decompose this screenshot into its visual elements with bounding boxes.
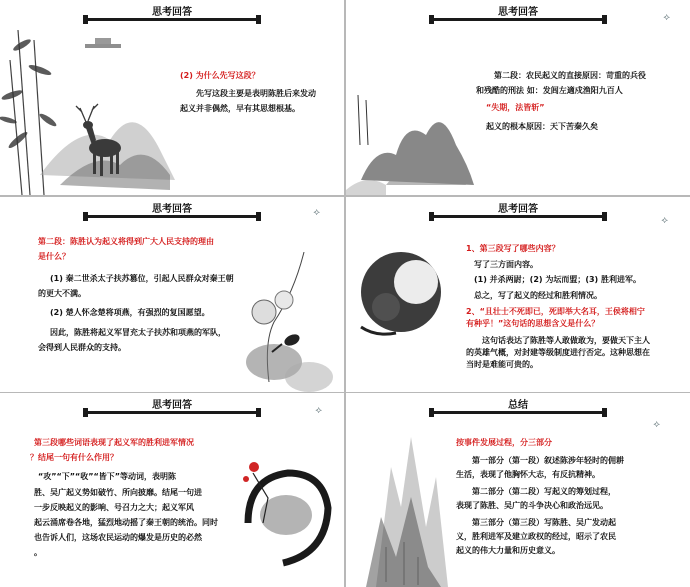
summary-line: 表现了陈胜、吴广的斗争决心和政治远见。	[456, 501, 608, 510]
question-heading: 2、“且壮士不死即已，死即举大名耳，王侯将相宁	[466, 307, 645, 316]
answer-line: 也告诉人们，这场农民运动的爆发是历史的必然	[34, 533, 202, 542]
slide-title-bar	[434, 204, 602, 222]
answer-line: (2) 楚人怀念楚将项燕，有强烈的复国愿望。	[50, 308, 210, 317]
slide-title: 思考回答	[152, 7, 192, 18]
crane-icon: ⟡	[661, 215, 668, 226]
answer-line: 这句话表达了陈胜等人敢做敢为，要做天下主人	[482, 336, 650, 345]
answer-line: “攻”“下”“收”“皆下”等动词，表明陈	[38, 472, 177, 481]
slide-3[interactable]	[0, 197, 344, 392]
summary-line: 义，胜利进军及建立政权的经过，昭示了农民	[456, 532, 616, 541]
answer-line: 起义的根本原因：天下苦秦久矣	[486, 122, 598, 131]
summary-heading: 按事件发展过程，分三部分	[456, 438, 552, 447]
answer-line: 写了三方面内容。	[474, 260, 538, 269]
answer-line: 一步反映起义的影响、号召力之大；起义军风	[34, 503, 194, 512]
answer-line: 会得到人民群众的支持。	[38, 343, 126, 352]
quote-highlight: “失期，法皆斩”	[486, 103, 545, 112]
question-heading: (2) 为什么先写这段？	[180, 71, 260, 80]
slide-5[interactable]	[0, 393, 344, 587]
summary-line: 生活，表现了他胸怀大志，有反抗精神。	[456, 470, 600, 479]
answer-line: (1) 秦二世杀太子扶苏篡位，引起人民群众对秦王朝	[50, 274, 234, 283]
summary-line: 起义的伟大力量和历史意义。	[456, 546, 560, 555]
slide-title: 总结	[508, 400, 528, 411]
slide-title-bar	[434, 7, 602, 25]
answer-line: 。	[34, 548, 42, 557]
slide-6[interactable]	[346, 393, 690, 587]
question-heading: ？结尾一句有什么作用？	[30, 453, 118, 462]
answer-line: 胜、吴广起义势如破竹、所向披靡。结尾一句进	[34, 488, 202, 497]
answer-line: (1) 并杀两尉；(2) 为坛而盟；(3) 胜利进军。	[474, 275, 641, 284]
question-heading: 有种乎！”这句话的思想含义是什么？	[466, 319, 600, 328]
crane-icon: ⟡	[653, 419, 660, 430]
answer-line: 起义并非偶然，早有其思想根基。	[180, 104, 300, 113]
crane-icon: ⟡	[663, 12, 670, 23]
answer-line: 起云涌席卷各地，猛烈地动摇了秦王朝的统治。同时	[34, 518, 218, 527]
slide-title: 思考回答	[152, 204, 192, 215]
crane-icon: ⟡	[313, 207, 320, 218]
slide-4[interactable]	[346, 197, 690, 392]
ink-rock-mountain-illustration	[346, 85, 476, 195]
answer-line: 总之，写了起义的经过和胜利情况。	[474, 291, 602, 300]
answer-line: 当时是难能可贵的。	[466, 360, 538, 369]
slide-title-bar	[434, 400, 602, 418]
slide-1[interactable]	[0, 0, 344, 195]
slide-2[interactable]	[346, 0, 690, 195]
slide-title: 思考回答	[498, 204, 538, 215]
summary-line: 第三部分（第三段）写陈胜、吴广发动起	[472, 518, 616, 527]
slide-title: 思考回答	[498, 7, 538, 18]
summary-line: 第一部分（第一段）叙述陈涉年轻时的佣耕	[472, 456, 624, 465]
answer-line: 因此，陈胜将起义军冒充太子扶苏和项燕的军队，	[50, 328, 226, 337]
answer-line: 的更大不满。	[38, 289, 86, 298]
ink-lotus-bird-illustration	[234, 252, 344, 392]
slide-title: 思考回答	[152, 400, 192, 411]
crane-icon: ⟡	[315, 405, 322, 416]
question-heading: 是什么？	[38, 252, 70, 261]
question-heading: 1、第三段写了哪些内容？	[466, 244, 560, 253]
question-heading: 第二段：陈胜认为起义将得到广大人民支持的理由	[38, 237, 214, 246]
answer-line: 第二段：农民起义的直接原因：苛重的兵役	[494, 71, 646, 80]
question-heading: 第三段哪些词语表现了起义军的胜利进军情况	[34, 438, 194, 447]
answer-line: 和残酷的刑法 如：发闾左適戍渔阳九百人	[476, 86, 623, 95]
answer-line: 的英雄气概，对封建等级制度进行否定。这种思想在	[466, 348, 650, 357]
answer-line: 先写这段主要是表明陈胜后来发动	[196, 89, 316, 98]
ink-circle-plum-blossom-illustration	[228, 453, 338, 573]
slide-title-bar	[88, 400, 256, 418]
ink-landscape-deer-illustration	[0, 0, 180, 195]
ink-misty-peaks-illustration	[356, 417, 456, 587]
summary-line: 第二部分（第二段）写起义的筹划过程，	[472, 487, 616, 496]
ink-splash-circle-illustration	[356, 237, 456, 347]
slide-title-bar	[88, 204, 256, 222]
